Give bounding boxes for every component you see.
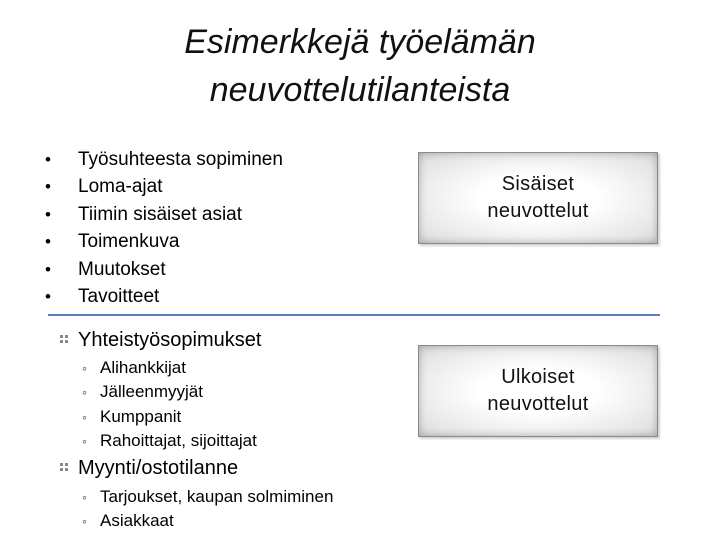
list-item <box>44 228 283 255</box>
external-group-cooperation <box>60 326 261 453</box>
circle-bullet-icon: ◦ <box>82 489 87 505</box>
circle-bullet-icon: ◦ <box>82 384 87 401</box>
external-negotiations-box <box>418 345 658 437</box>
bullet-icon: • <box>45 232 51 252</box>
sub-list-item <box>82 509 333 533</box>
box-label-line-1: Ulkoiset <box>501 366 575 388</box>
circle-bullet-icon: ◦ <box>82 513 87 530</box>
title-line-1: Esimerkkejä työelämän <box>184 23 536 61</box>
circle-bullet-icon: ◦ <box>82 360 87 376</box>
list-item <box>44 201 283 228</box>
sub-list-item-label: Kumppanit <box>100 406 182 426</box>
list-item <box>44 283 283 310</box>
sub-list <box>60 485 333 534</box>
list-item-label: Muutokset <box>78 258 166 280</box>
sub-list-item-label: Rahoittajat, sijoittajat <box>100 430 257 450</box>
box-label-line-2: neuvottelut <box>487 393 589 415</box>
list-item-label: Loma-ajat <box>78 176 163 198</box>
slide-title <box>0 18 720 114</box>
group-heading <box>60 454 333 482</box>
circle-bullet-icon: ◦ <box>82 432 87 449</box>
sub-list-item <box>82 380 261 404</box>
group-heading-label: Myynti/ostotilanne <box>78 457 239 479</box>
sub-list <box>60 356 261 453</box>
group-heading-label: Yhteistyösopimukset <box>78 329 262 351</box>
circle-bullet-icon: ◦ <box>82 408 87 425</box>
sub-list-item <box>82 485 333 509</box>
square-bullet-icon <box>60 463 68 472</box>
sub-list-item <box>82 405 261 429</box>
square-bullet-icon <box>60 335 68 344</box>
box-label-line-1: Sisäiset <box>501 173 575 195</box>
sub-list-item <box>82 356 261 380</box>
list-item-label: Työsuhteesta sopiminen <box>78 149 283 170</box>
section-divider <box>48 314 660 316</box>
sub-list-item-label: Asiakkaat <box>100 511 174 531</box>
internal-negotiations-box <box>418 152 658 244</box>
bullet-icon: • <box>45 259 51 279</box>
list-item <box>44 146 283 173</box>
internal-topics-list <box>44 146 283 310</box>
bullet-icon: • <box>45 204 51 224</box>
list-item-label: Tavoitteet <box>78 286 160 308</box>
list-item-label: Tiimin sisäiset asiat <box>78 203 243 225</box>
title-line-2: neuvottelutilanteista <box>209 71 511 109</box>
external-group-sales <box>60 454 333 534</box>
sub-list-item <box>82 429 261 453</box>
list-item <box>44 173 283 200</box>
group-heading <box>60 326 261 354</box>
bullet-icon: • <box>45 287 51 307</box>
list-item-label: Toimenkuva <box>78 231 180 253</box>
box-label-line-2: neuvottelut <box>487 200 589 222</box>
bullet-icon: • <box>45 177 51 197</box>
bullet-icon: • <box>45 150 51 169</box>
sub-list-item-label: Tarjoukset, kaupan solmiminen <box>100 487 334 506</box>
list-item <box>44 256 283 283</box>
sub-list-item-label: Alihankkijat <box>100 358 186 377</box>
sub-list-item-label: Jälleenmyyjät <box>100 382 203 402</box>
